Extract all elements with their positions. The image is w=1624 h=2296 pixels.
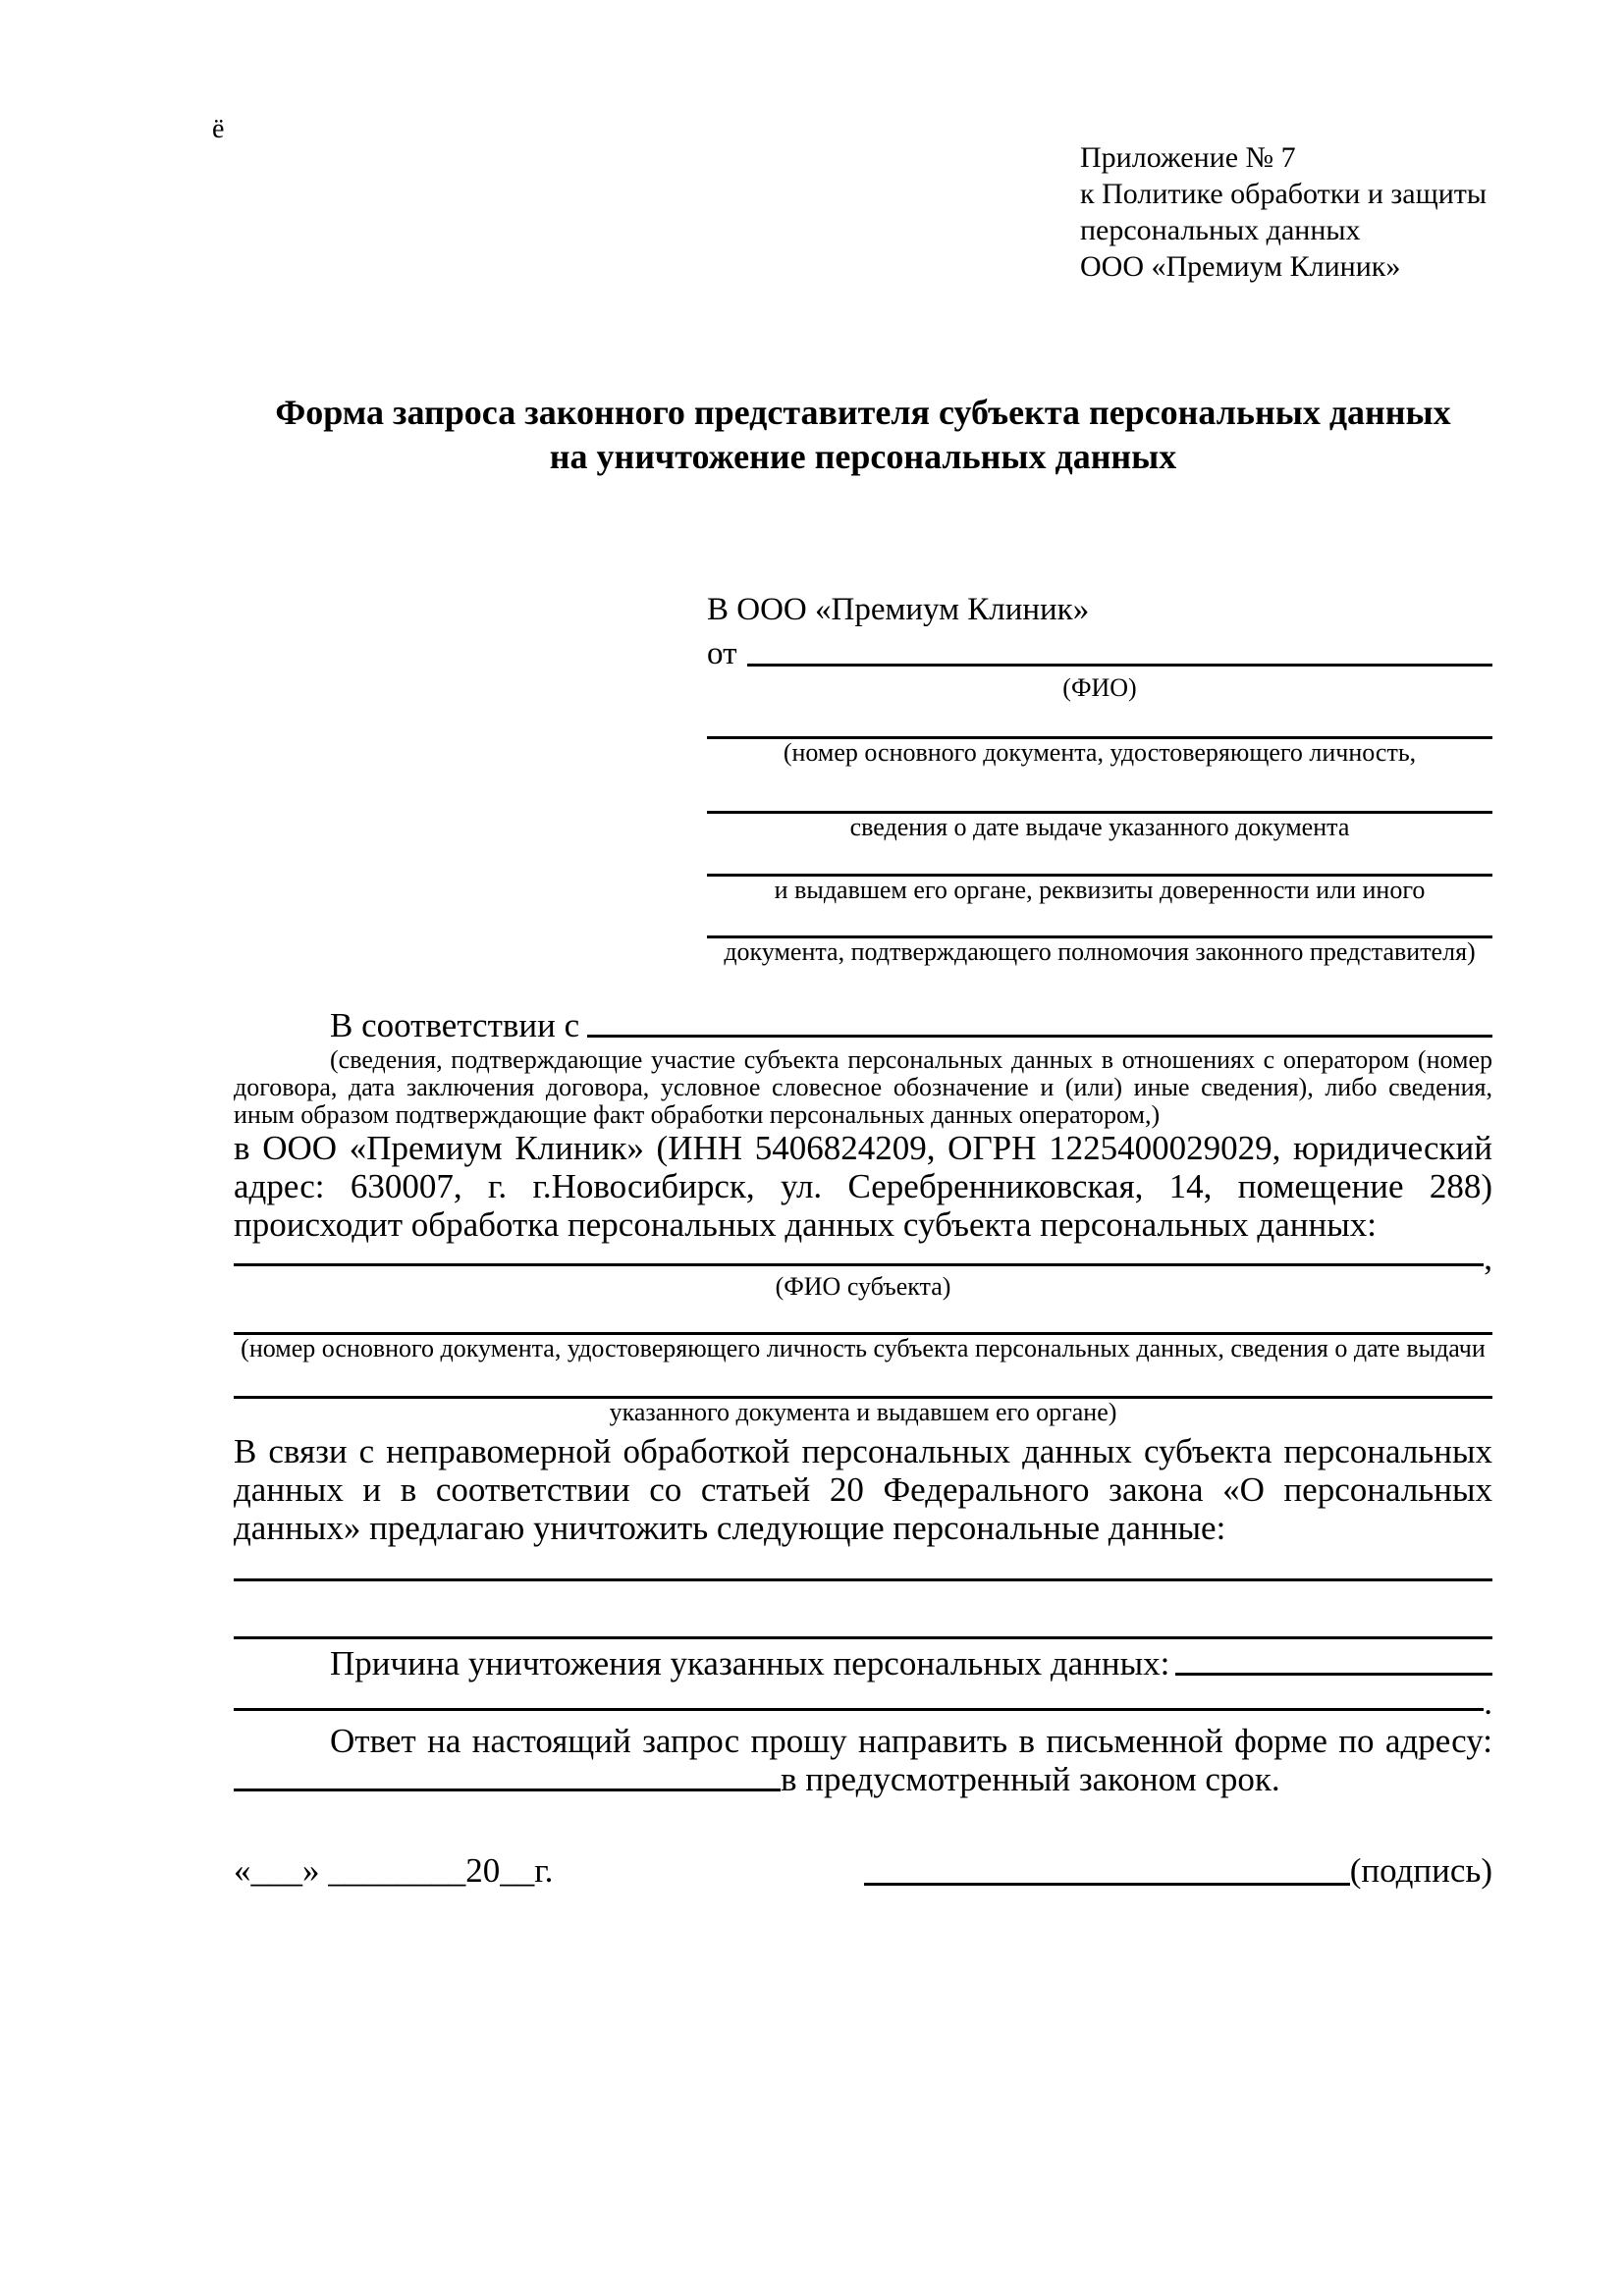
blank-line — [707, 841, 1492, 877]
reason-lead: Причина уничтожения указанных персональных данных: — [330, 1644, 1170, 1682]
blank-line — [234, 1708, 1484, 1711]
reason-continuation-field — [234, 1682, 1492, 1722]
date-line: «___» ________20__г. — [234, 1851, 554, 1890]
signature-blank-line — [864, 1883, 1350, 1886]
subject-doc-caption: указанного документа и выдавшем его органе) — [609, 1398, 1117, 1426]
from-blank-line — [747, 664, 1493, 667]
accordance-field — [234, 1007, 1492, 1044]
reason-blank-line — [1175, 1673, 1492, 1676]
document-caption: документа, подтверждающего полномочия законного представителя) — [724, 937, 1476, 966]
blank-line — [707, 904, 1492, 938]
blank-line — [234, 1362, 1492, 1399]
addressee-to: В ООО «Премиум Клиник» — [707, 592, 1090, 627]
from-label: от — [707, 636, 737, 671]
signature-field — [864, 1850, 1492, 1892]
address-blank-line — [234, 1789, 781, 1791]
fio-subject-field — [234, 1239, 1492, 1277]
signature-caption: (подпись) — [1349, 1851, 1492, 1890]
trailing-comma: , — [1484, 1239, 1492, 1277]
from-field — [707, 630, 1492, 673]
document-caption: (номер основного документа, удостоверяющего личность, — [783, 738, 1417, 767]
subject-doc-caption: (номер основного документа, удостоверяющего личность субъекта персональных данных, сведения о дате выдачи — [241, 1334, 1486, 1362]
appendix-line: к Политике обработки и защиты — [1080, 178, 1488, 210]
blank-line — [707, 767, 1492, 814]
trailing-period: . — [1484, 1683, 1492, 1722]
page-title — [234, 391, 1492, 479]
answer-paragraph: Ответ на настоящий запрос прошу направить в письменной форме по адресу: — [330, 1722, 1492, 1760]
accordance-lead: В соответствии с — [330, 1006, 580, 1044]
main-body — [234, 1007, 1492, 1798]
unlawful-processing-paragraph: В связи с неправомерной обработкой персональных данных субъекта персональных данных и в соответствии со статьей 20 Федерального закона «О персональных данных» предлагаю уничтожить следующие персональные данные: — [234, 1432, 1492, 1547]
answer-tail: в предусмотренный законом срок. — [781, 1760, 1280, 1798]
document-caption: и выдавшем его органе, реквизиты доверенности или иного — [774, 876, 1426, 904]
fio-caption: (ФИО) — [1062, 673, 1137, 702]
page-title-line2: на уничтожение персональных данных — [549, 437, 1177, 476]
blank-line — [234, 1263, 1484, 1266]
answer-address-field — [234, 1760, 1492, 1798]
blank-line — [234, 1581, 1492, 1639]
fine-print-caption: (сведения, подтверждающие участие субъекта персональных данных в отношениях с оператором (номер договора, дата заключения договора, условное словесное обозначение и (или) иные сведения), либо сведения, иным образом подтверждающие факт обработки персональных данных оператором,) — [234, 1045, 1492, 1129]
blank-line — [707, 703, 1492, 739]
blank-line — [234, 1301, 1492, 1335]
blank-line — [234, 1547, 1492, 1581]
document-caption: сведения о дате выдаче указанного документа — [849, 813, 1350, 841]
page-title-line1: Форма запроса законного представителя субъекта персональных данных — [275, 393, 1451, 432]
fio-subject-caption: (ФИО субъекта) — [775, 1272, 951, 1301]
appendix-line: ООО «Премиум Клиник» — [1080, 250, 1401, 283]
reason-field — [234, 1645, 1492, 1682]
operator-paragraph: в ООО «Премиум Клиник» (ИНН 5406824209, ОГРН 1225400029029, юридический адрес: 630007, г. г.Новосибирск, ул. Серебренниковская, 14, помещение 288) происходит обработка персональных данных субъекта персональных данных: — [234, 1129, 1492, 1244]
appendix-line: персональных данных — [1080, 214, 1361, 246]
addressee-block — [707, 589, 1492, 966]
accordance-blank-line — [587, 1035, 1492, 1038]
stray-char: ё — [212, 114, 225, 144]
appendix-note — [1080, 139, 1512, 285]
appendix-line: Приложение № 7 — [1080, 141, 1296, 174]
footer — [234, 1850, 1492, 1892]
